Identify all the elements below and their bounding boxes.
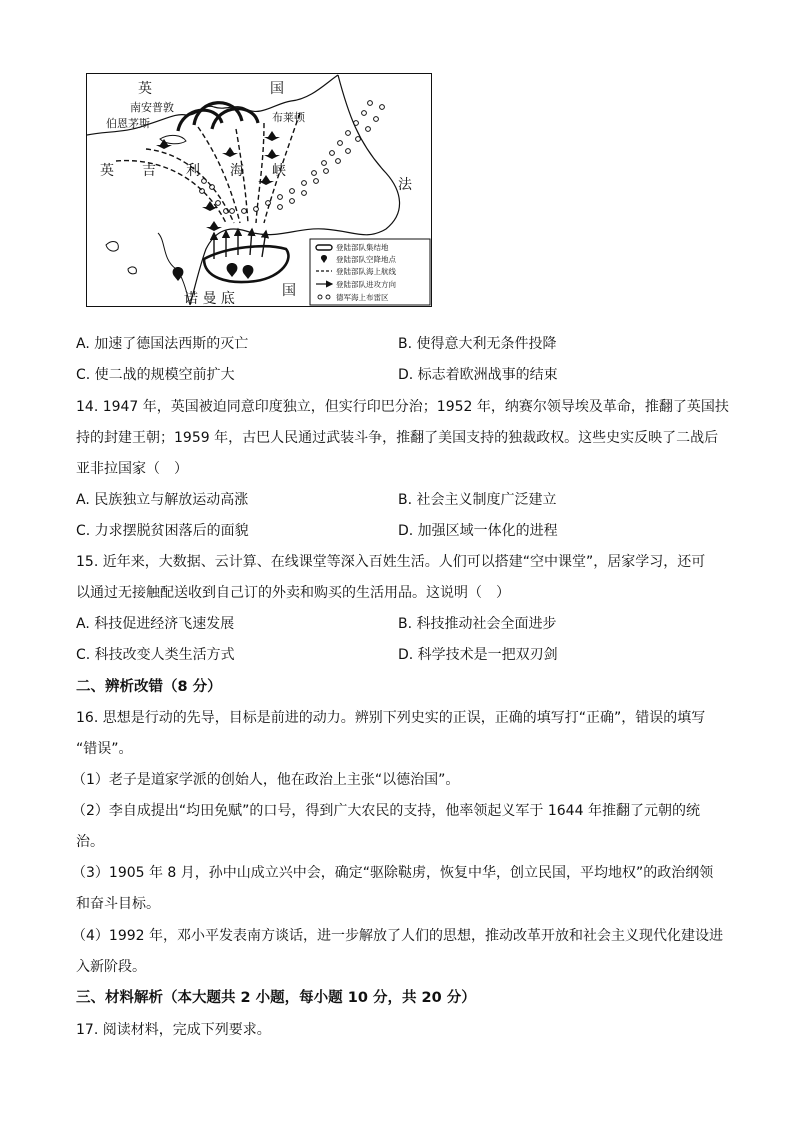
q15-option-b: B. 科技推动社会全面进步: [398, 616, 557, 632]
q13-option-a: A. 加速了德国法西斯的灭亡: [76, 336, 249, 352]
q16-item-3: （3）1905 年 8 月，孙中山成立兴中会，确定“驱除鞑虏，恢复中华，创立民国，平均地权”的政治纲领: [72, 865, 714, 881]
q14-option-c: C. 力求摆脱贫困落后的面貌: [76, 523, 249, 539]
map-legend: [310, 239, 430, 305]
q13-option-c: C. 使二战的规模空前扩大: [76, 367, 235, 383]
q16-item-2: （2）李自成提出“均田免赋”的口号，得到广大农民的支持，他率领起义军于 1644 年推翻了元朝的统: [72, 803, 700, 819]
section-3-heading: 三、材料解析（本大题共 2 小题，每小题 10 分，共 20 分）: [76, 990, 476, 1006]
q16-item-4-cont: 入新阶段。: [76, 959, 146, 975]
q17-line-1: 17. 阅读材料，完成下列要求。: [76, 1022, 271, 1038]
legend-sea-route: 登陆部队海上航线: [336, 267, 396, 276]
q15-option-d: D. 科学技术是一把双刃剑: [398, 647, 558, 663]
section-2-heading: 二、辨析改错（8 分）: [76, 679, 222, 695]
label-bournemouth: 伯恩茅斯: [106, 117, 150, 130]
label-channel-2: 吉: [142, 163, 156, 179]
label-normandy: 诺 曼 底: [184, 291, 235, 307]
q14-option-d: D. 加强区域一体化的进程: [398, 523, 558, 539]
q14-line-1: 14. 1947 年，英国被迫同意印度独立，但实行印巴分治；1952 年，纳赛尔领导埃及革命，推翻了英国扶: [76, 399, 729, 415]
label-channel-1: 英: [100, 163, 114, 179]
label-france-1: 法: [398, 177, 412, 193]
legend-minefield: 德军海上布雷区: [336, 293, 389, 302]
q16-item-1: （1）老子是道家学派的创始人，他在政治上主张“以德治国”。: [72, 772, 460, 788]
q16-item-4: （4）1992 年，邓小平发表南方谈话，进一步解放了人们的思想，推动改革开放和社会主义现代化建设进: [72, 928, 723, 944]
legend-assembly: 登陆部队集结地: [336, 243, 389, 252]
q16-line-2: “错误”。: [76, 741, 133, 757]
q14-option-a: A. 民族独立与解放运动高涨: [76, 492, 249, 508]
q13-option-b: B. 使得意大利无条件投降: [398, 336, 557, 352]
label-channel-4: 海: [230, 163, 244, 179]
normandy-landing-map: [86, 73, 432, 307]
q16-item-2-cont: 治。: [76, 834, 104, 850]
q15-line-1: 15. 近年来，大数据、云计算、在线课堂等深入百姓生活。人们可以搭建“空中课堂”，居家学习，还可: [76, 554, 706, 570]
q15-option-a: A. 科技促进经济飞速发展: [76, 616, 235, 632]
q14-line-3: 亚非拉国家（ ）: [76, 461, 188, 477]
label-channel-3: 利: [186, 163, 200, 179]
q15-line-2: 以通过无接触配送收到自己订的外卖和购买的生活用品。这说明（ ）: [76, 585, 510, 601]
label-england-2: 国: [270, 81, 284, 97]
label-southampton: 南安普敦: [130, 101, 174, 114]
legend-airdrop: 登陆部队空降地点: [336, 255, 396, 264]
q15-option-c: C. 科技改变人类生活方式: [76, 647, 235, 663]
q16-line-1: 16. 思想是行动的先导，目标是前进的动力。辨别下列史实的正误，正确的填写打“正确”，错误的填写: [76, 710, 706, 726]
q14-line-2: 持的封建王朝；1959 年，古巴人民通过武装斗争，推翻了美国支持的独裁政权。这些史实反映了二战后: [76, 430, 719, 446]
label-england-1: 英: [138, 81, 152, 97]
q16-item-3-cont: 和奋斗目标。: [76, 896, 160, 912]
q13-option-d: D. 标志着欧洲战事的结束: [398, 367, 558, 383]
q14-option-b: B. 社会主义制度广泛建立: [398, 492, 557, 508]
legend-attack: 登陆部队进攻方向: [336, 280, 396, 289]
label-france-2: 国: [282, 283, 296, 299]
label-channel-5: 峡: [272, 163, 286, 179]
label-brighton: 布莱顿: [272, 111, 305, 124]
